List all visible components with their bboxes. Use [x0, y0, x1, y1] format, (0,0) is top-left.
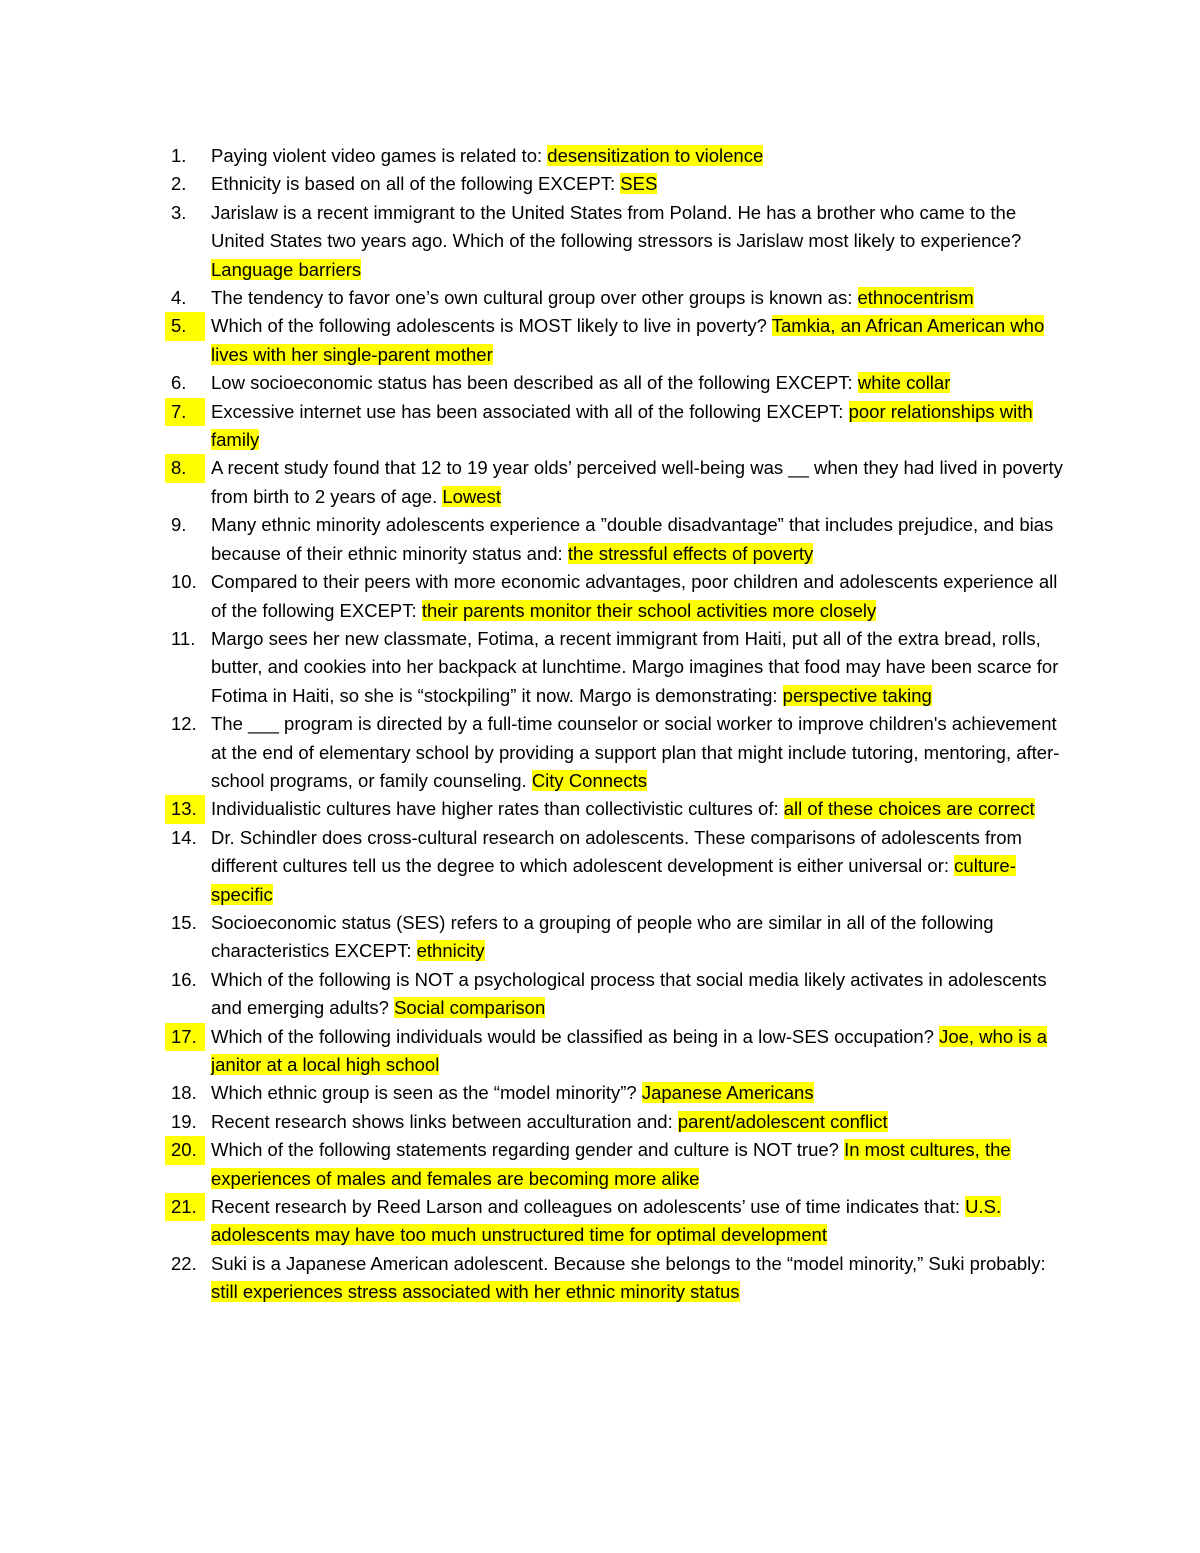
answer-highlight: perspective taking [782, 684, 932, 706]
question-text: Dr. Schindler does cross-cultural research on adolescents. These comparisons of adolescents from different cultures tell us the degree to which adolescent development is either universal or: [211, 826, 1022, 877]
question-item [165, 398, 1070, 455]
answer-highlight: City Connects [531, 769, 647, 791]
question-number: 6. [171, 372, 187, 394]
question-item [165, 1108, 1070, 1136]
question-item [165, 1193, 1070, 1250]
answer-highlight: U.S. adolescents may have too much unstructured time for optimal development [211, 1196, 1002, 1246]
question-text: Which of the following adolescents is MOST likely to live in poverty? [211, 315, 767, 337]
question-text: Excessive internet use has been associated with all of the following EXCEPT: [211, 400, 844, 422]
question-item [165, 1079, 1070, 1107]
question-number: 18. [171, 1082, 197, 1104]
question-text: Which ethnic group is seen as the “model minority”? [211, 1082, 637, 1104]
question-text: Compared to their peers with more economic advantages, poor children and adolescents experience all of the following EXCEPT: [211, 571, 1058, 621]
question-item [165, 568, 1070, 625]
question-text: A recent study found that 12 to 19 year olds’ perceived well-being was __ when they had lived in poverty from birth to 2 years of age. [211, 457, 1063, 507]
question-item [165, 1136, 1070, 1193]
question-number: 3. [171, 201, 187, 223]
question-item [165, 142, 1070, 170]
question-item [165, 625, 1070, 710]
answer-highlight: culture-specific [211, 855, 1016, 905]
answer-highlight: ethnicity [416, 940, 485, 962]
question-item [165, 824, 1070, 909]
question-item [165, 1023, 1070, 1080]
question-item [165, 454, 1070, 511]
question-item [165, 1250, 1070, 1307]
question-number: 4. [171, 287, 187, 309]
question-text: The tendency to favor one’s own cultural group over other groups is known as: [211, 287, 853, 309]
question-number: 19. [171, 1110, 197, 1132]
answer-highlight: poor relationships with family [211, 400, 1033, 451]
question-text: Low socioeconomic status has been described as all of the following EXCEPT: [211, 372, 853, 394]
question-item [165, 511, 1070, 568]
question-text: Socioeconomic status (SES) refers to a grouping of people who are similar in all of the following characteristics EXCEPT: [211, 911, 994, 962]
question-text: Margo sees her new classmate, Fotima, a recent immigrant from Haiti, put all of the extra bread, rolls, butter, and cookies into her backpack at lunchtime. Margo imagines that food may have been scarce for Fotima in Haiti, so she is “stockpiling” it now. Margo is demonstrating: [211, 627, 1059, 706]
question-number: 7. [165, 398, 205, 426]
answer-highlight: Language barriers [211, 258, 362, 280]
answer-highlight: In most cultures, the experiences of males and females are becoming more alike [211, 1139, 1011, 1189]
question-item [165, 909, 1070, 966]
question-item [165, 284, 1070, 312]
question-text: The ___ program is directed by a full-time counselor or social worker to improve children's achievement at the end of elementary school by providing a support plan that might include tutoring, mentoring, after-school programs, or family counseling. [211, 713, 1060, 791]
question-item [165, 369, 1070, 397]
answer-highlight: parent/adolescent conflict [677, 1110, 888, 1132]
answer-highlight: ethnocentrism [857, 287, 974, 309]
question-text: Individualistic cultures have higher rates than collectivistic cultures of: [211, 798, 779, 820]
answer-highlight: Social comparison [394, 997, 546, 1019]
answer-highlight: Lowest [442, 485, 501, 507]
question-item [165, 170, 1070, 198]
question-list [165, 142, 1070, 1307]
question-number: 5. [165, 312, 205, 340]
question-number: 12. [171, 713, 197, 735]
question-text: Recent research shows links between acculturation and: [211, 1110, 673, 1132]
question-text: Which of the following statements regarding gender and culture is NOT true? [211, 1139, 839, 1161]
answer-highlight: Tamkia, an African American who lives with her single-parent mother [211, 315, 1045, 365]
question-item [165, 199, 1070, 284]
question-number: 17. [165, 1023, 205, 1051]
question-text: Recent research by Reed Larson and colleagues on adolescents’ use of time indicates that: [211, 1196, 961, 1218]
question-number: 9. [171, 514, 187, 536]
question-text: Many ethnic minority adolescents experience a ”double disadvantage” that includes prejudice, and bias because of their ethnic minority status and: [211, 514, 1054, 564]
answer-highlight: white collar [857, 372, 951, 394]
question-number: 2. [171, 173, 187, 195]
answer-highlight: their parents monitor their school activities more closely [421, 599, 877, 621]
question-number: 1. [171, 145, 187, 166]
question-number: 16. [171, 968, 197, 990]
question-item [165, 312, 1070, 369]
question-text: Paying violent video games is related to: [211, 145, 543, 166]
question-number: 13. [165, 795, 205, 823]
question-number: 15. [171, 911, 197, 933]
question-item [165, 710, 1070, 795]
question-text: Which of the following individuals would be classified as being in a low-SES occupation? [211, 1025, 934, 1047]
answer-highlight: desensitization to violence [547, 145, 764, 166]
answer-highlight: SES [620, 173, 658, 195]
question-text: Suki is a Japanese American adolescent. Because she belongs to the “model minority,” Suki probably: [211, 1252, 1046, 1274]
question-number: 8. [165, 454, 205, 482]
answer-highlight: the stressful effects of poverty [567, 542, 814, 564]
question-number: 20. [165, 1136, 205, 1164]
question-number: 14. [171, 826, 197, 848]
question-number: 22. [171, 1252, 197, 1274]
question-text: Which of the following is NOT a psychological process that social media likely activates in adolescents and emerging adults? [211, 968, 1047, 1019]
answer-highlight: all of these choices are correct [783, 798, 1035, 820]
question-number: 10. [171, 571, 197, 593]
answer-highlight: Joe, who is a janitor at a local high school [211, 1025, 1048, 1075]
question-text: Ethnicity is based on all of the following EXCEPT: [211, 173, 616, 195]
answer-highlight: Japanese Americans [641, 1082, 814, 1104]
question-item [165, 966, 1070, 1023]
question-number: 21. [165, 1193, 205, 1221]
answer-highlight: still experiences stress associated with her ethnic minority status [211, 1281, 740, 1303]
question-item [165, 795, 1070, 823]
question-text: Jarislaw is a recent immigrant to the United States from Poland. He has a brother who came to the United States two years ago. Which of the following stressors is Jarislaw most likely to experience? [211, 201, 1022, 252]
question-number: 11. [171, 627, 196, 649]
